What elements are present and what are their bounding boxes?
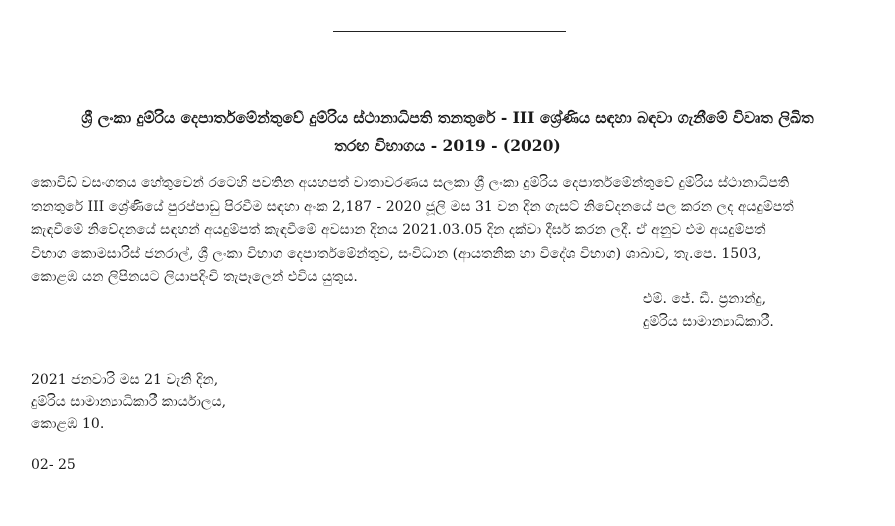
signature-block	[643, 288, 863, 334]
date-and-office-block	[31, 369, 431, 435]
body-line: විභාග කොමසාරිස් ජනරාල්, ශ්‍රී ලංකා විභාග දෙපාර්තමේන්තුව, සංවිධාන (ආයතනික හා විදේශ විභාග) ශාඛාව, තැ.පෙ. 1503,	[31, 245, 762, 262]
body-line: කොවිඩ් වසංගතය හේතුවෙන් රටෙහි පවතින අයහපත් වාතාවරණය සලකා ශ්‍රී ලංකා දුම්රිය දෙපාර්තමේන්තුවේ දුම්රිය ස්ථානාධිපති	[31, 175, 790, 191]
notice-title-line: ශ්‍රී ලංකා දුම්රිය දෙපාර්තමේන්තුවේ දුම්රිය ස්ථානාධිපති තනතුරේ - III ශ්‍රේණිය සඳහා බඳවා ගැනීමේ විවෘත ලිඛිත	[81, 108, 814, 127]
signatory-title: දුම්රිය සාමාන්‍යාධිකාරී.	[643, 314, 774, 330]
issue-date: 2021 ජනවාරි මස 21 වැනි දින,	[31, 372, 219, 388]
signatory-name: එම්. ජේ. ඩී. ප්‍රනාන්දු,	[643, 291, 767, 307]
office-city: කොළඹ 10.	[31, 416, 105, 432]
notice-body-paragraph	[31, 172, 857, 290]
body-line: කැඳවීමේ නිවේදනයේ සඳහන් අයදුම්පත් කැඳවීමේ අවසාන දිනය 2021.03.05 දින දක්වා දීර්ඝ කරන ලදී. ඒ අනුව එම අයදුම්පත්	[31, 222, 766, 238]
body-line: කොළඹ යන ලිපිනයට ලියාපදිංචි තැපෑලෙන් එවිය යුතුය.	[31, 269, 358, 285]
notice-title	[40, 104, 855, 160]
top-divider-line	[333, 31, 566, 32]
reference-number: 02- 25	[31, 457, 76, 473]
body-line: තනතුරේ III ශ්‍රේණියේ පුරප්පාඩු පිරවීම සඳහා අංක 2,187 - 2020 ජූලි මස 31 වන දින ගැසට් නිවේදනයේ පල කරන ලද අයදුම්පත්	[31, 198, 794, 215]
notice-title-line: තරඟ විභාගය - 2019 - (2020)	[334, 136, 561, 155]
office-name: දුම්රිය සාමාන්‍යාධිකාරී කාර්යාලය,	[31, 394, 227, 410]
